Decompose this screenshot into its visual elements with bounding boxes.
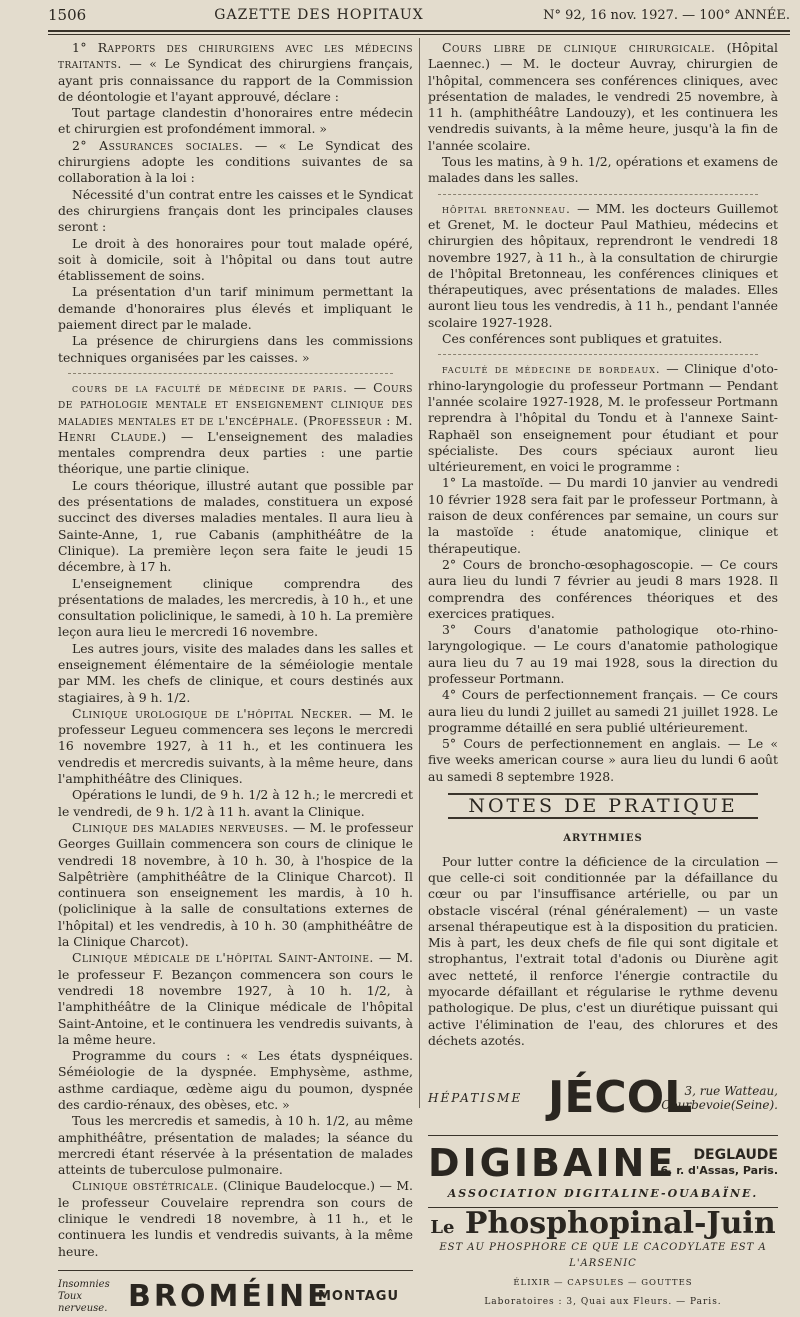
paragraph: Nécessité d'un contrat entre les caisses et le Syndicat des chirurgiens français dont les principales clauses seront : (58, 186, 413, 235)
deglaude-brand: DEGLAUDE (693, 1147, 778, 1164)
ad-indication: Toux nerveuse. (58, 1290, 108, 1314)
column-divider (419, 38, 420, 1108)
left-column (58, 40, 413, 1317)
paragraph: Opérations le lundi, de 9 h. 1/2 à 12 h.; le mercredi et le vendredi, de 9 h. 1/2 à 11 h. avant la Clinique. (58, 787, 413, 819)
paragraph: Clinique urologique de l'hôpital Necker. — M. le professeur Legueu commencera ses leçons le mercredi 16 novembre 1927, à 11 h., et les continuera les vendredis et mercredis suivants, à la même heure, dans l'amphithéâtre des Cliniques. (58, 705, 413, 787)
section-divider (438, 194, 758, 195)
page-header (48, 4, 790, 26)
arythmies-title: ARYTHMIES (563, 833, 643, 845)
ad-indication: Insomnies (58, 1278, 110, 1290)
association-line: ASSOCIATION DIGITALINE-OUABAÏNE. (428, 1186, 778, 1207)
montagu-brand: MONTAGU (318, 1288, 400, 1304)
digibaine-advertisement (428, 1135, 778, 1186)
paragraph: Tout partage clandestin d'honoraires entre médecin et chirurgien est profondément immoral. » (58, 105, 413, 137)
address-line: 3, rue Watteau, (684, 1084, 778, 1099)
paragraph: hôpital bretonneau. — MM. les docteurs Guillemot et Grenet, M. le docteur Paul Mathieu, médecins et chirurgien des hôpitaux, reprendront le vendredi 18 novembre 1927, à 11 h., à la consultation de chirurgie de l'hôpital Bretonneau, les conférences cliniques et thérapeutiques, avec présentations de malades. Elles auront lieu tous les vendredis, à 11 h., pendant l'année scolaire 1927-1928. (428, 200, 779, 330)
paragraph: 3° Cours d'anatomie pathologique oto-rhino-laryngologique. — Le cours d'anatomie pathologique aura lieu du 7 au 19 mai 1928, sous la direction du professeur Portmann. (428, 622, 778, 686)
phosphopinal-lab: Laboratoires : 3, Quai aux Fleurs. — Paris. (484, 1296, 722, 1307)
right-column (428, 40, 778, 1310)
header-rule (48, 30, 790, 32)
paragraph: 2° Cours de broncho-œsophagoscopie. — Ce cours aura lieu du lundi 7 février au jeudi 8 mars 1928. Il comprendra des conférences théoriques et des exercices pratiques. (428, 556, 778, 621)
issue-info: N° 92, 16 nov. 1927. — 100° ANNÉE. (543, 7, 790, 23)
deglaude-address: 6, r. d'Assas, Paris. (660, 1164, 778, 1178)
jecol-brand: JÉCOL (548, 1072, 693, 1124)
paragraph: Le cours théorique, illustré autant que possible par des présentations de malades, constituera un exposé succinct des diverses maladies mentales. Il aura lieu à Sainte-Anne, 1, rue Cabanis (amphithéâtre de la Clinique). La première leçon sera faite le jeudi 15 décembre, à 17 h. (58, 477, 413, 575)
paragraph: 4° Cours de perfectionnement français. — Ce cours aura lieu du lundi 2 juillet au samedi 21 juillet 1928. Le programme détaillé en sera publié ultérieurement. (428, 687, 778, 735)
phosphopinal-brand: Le Phosphopinal-Juin (430, 1205, 776, 1241)
paragraph: Tous les mercredis et samedis, à 10 h. 1/2, au même amphithéâtre, présentation de malades; la séance du mercredi étant réservée à la présentation de malades atteints de tuberculose pulmonaire. (58, 1113, 413, 1178)
paragraph: 1° La mastoïde. — Du mardi 10 janvier au vendredi 10 février 1928 sera fait par le professeur Portmann, à raison de deux conférences par semaine, un cours sur la mastoïde : étude anatomique, clinique et thérapeutique. (428, 475, 778, 556)
digibaine-brand: DIGIBAINE (428, 1141, 677, 1186)
paragraph: Ces conférences sont publiques et gratuites. (442, 331, 723, 347)
paragraph: Programme du cours : « Les états dyspnéiques. Séméiologie de la dyspnée. Emphysème, asthme, asthme cardiaque, œdème aigu du poumon, dyspnée des cardio-rénaux, des obèses, etc. » (58, 1048, 413, 1112)
address-line: Courbevoie(Seine). (661, 1098, 778, 1113)
paragraph: Le droit à des honoraires pour tout malade opéré, soit à domicile, soit à l'hôpital ou dans tout autre établissement de soins. (58, 235, 413, 284)
paragraph: Clinique obstétricale. (Clinique Baudelocque.) — M. le professeur Couvelaire reprendra son cours de clinique le vendredi 18 novembre, à 11 h., et le continuera les lundis et vendredis suivants, à la même heure. (58, 1178, 413, 1259)
paragraph: La présentation d'un tarif minimum permettant la demande d'honoraires plus élevés et impliquant le paiement direct par le malade. (58, 284, 413, 333)
paragraph: Les autres jours, visite des malades dans les salles et enseignement élémentaire de la séméiologie mentale par MM. les chefs de clinique, et cours destinés aux stagiaires, à 9 h. 1/2. (58, 640, 413, 705)
phosphopinal-slogan: EST AU PHOSPHORE CE QUE LE CACODYLATE EST A L'ARSENIC (439, 1241, 767, 1270)
paragraph: Pour lutter contre la déficience de la circulation — que celle-ci soit conditionnée par la défaillance du cœur ou par l'insuffisance artérielle, ou par un obstacle viscéral (rénal généralement) — un vaste arsenal thérapeutique est à la disposition du praticien. Mis à part, les deux chefs de file qui sont digitale et strophantus, l'extrait total d'adonis ou Diurène agit avec netteté, il renforce l'énergie contractile du myocarde défaillant et régularise le rythme devenu pathologique. De plus, c'est un diurétique puissant qui active l'élimination de l'eau, des chlorures et des déchets azotés. (428, 853, 778, 1048)
paragraph: Clinique des maladies nerveuses. — M. le professeur Georges Guillain commencera son cours de clinique le vendredi 18 novembre, à 10 h. 30, à l'hospice de la Salpêtrière (amphithéâtre de la Clinique Charcot). Il continuera son enseignement les mardis, à 10 h. (policlinique à la salle de consultations externes de l'hôpital) et les vendredis, à 10 h. 30 (amphithéâtre de la Clinique Charcot). (58, 819, 413, 950)
page-number: 1506 (48, 6, 87, 24)
notes-de-pratique-title: NOTES DE PRATIQUE (448, 793, 758, 819)
paragraph: 5° Cours de perfectionnement en anglais. — Le « five weeks american course » aura lieu du lundi 6 août au samedi 8 septembre 1928. (428, 736, 778, 784)
paragraph: La présence de chirurgiens dans les commissions techniques organisées par les caisses. » (58, 333, 413, 365)
section-divider (68, 373, 393, 374)
deglaude-block (648, 1147, 778, 1179)
section-divider (438, 354, 758, 355)
paragraph: 2° Assurances sociales. — « Le Syndicat des chirurgiens adopte les conditions suivantes de sa collaboration à la loi : (58, 137, 413, 186)
paragraph: Clinique médicale de l'hôpital Saint-Antoine. — M. le professeur F. Bezançon commencera son cours le vendredi 18 novembre 1927, à 10 h. 1/2, à l'amphithéâtre de la Clinique médicale de l'hôpital Saint-Antoine, et le continuera les vendredis suivants, à la même heure. (58, 950, 413, 1047)
paragraph: faculté de médecine de bordeaux. — Clinique d'oto-rhino-laryngologie du professeur Portmann — Pendant l'année scolaire 1927-1928, M. le professeur Portmann reprendra à l'hôpital du Tondu et à l'annexe Saint-Raphaël son enseignement pour étudiant et pour spécialiste. Des cours spéciaux auront lieu ultérieurement, en voici le programme : (428, 361, 778, 475)
bromeine-advertisement (58, 1270, 413, 1317)
header-rule-thin (48, 34, 790, 35)
paragraph: Cours libre de clinique chirurgicale. (Hôpital Laennec.) — M. le docteur Auvray, chirurgien de l'hôpital, commencera ses conférences cliniques, avec présentation de malades, le vendredi 25 novembre, à 11 h. (amphithéâtre Landouzy), et les continuera les vendredis suivants, à la même heure, jusqu'à la fin de l'année scolaire. (428, 40, 778, 153)
ad-indications (58, 1279, 128, 1315)
publication-title: GAZETTE DES HOPITAUX (214, 7, 424, 23)
section-heading: cours de la faculté de médecine de paris. — Cours de pathologie mentale et enseignement clinique des maladies mentales et de l'encéphale. (Professeur : M. Henri Claude.) — L'enseignement des maladies mentales comprendra deux parties : une partie théorique, une partie clinique. (58, 379, 413, 477)
jecol-advertisement (428, 1071, 778, 1125)
paragraph: Tous les matins, à 9 h. 1/2, opérations et examens de malades dans les salles. (428, 154, 778, 186)
paragraph: 1° Rapports des chirurgiens avec les médecins traitants. — « Le Syndicat des chirurgiens français, ayant pris connaissance du rapport de la Commission de déontologie et l'ayant approuvé, déclare : (58, 40, 413, 104)
jecol-address (658, 1084, 778, 1112)
bromeine-brand: BROMÉINE (128, 1278, 331, 1314)
ad-hepatisme: HÉPATISME (428, 1091, 523, 1106)
phosphopinal-forms: ÉLIXIR — CAPSULES — GOUTTES (513, 1278, 693, 1289)
paragraph: L'enseignement clinique comprendra des présentations de malades, les mercredis, à 10 h., et une consultation policlinique, le samedi, à 10 h. La première leçon aura lieu le mercredi 16 novembre. (58, 575, 413, 640)
